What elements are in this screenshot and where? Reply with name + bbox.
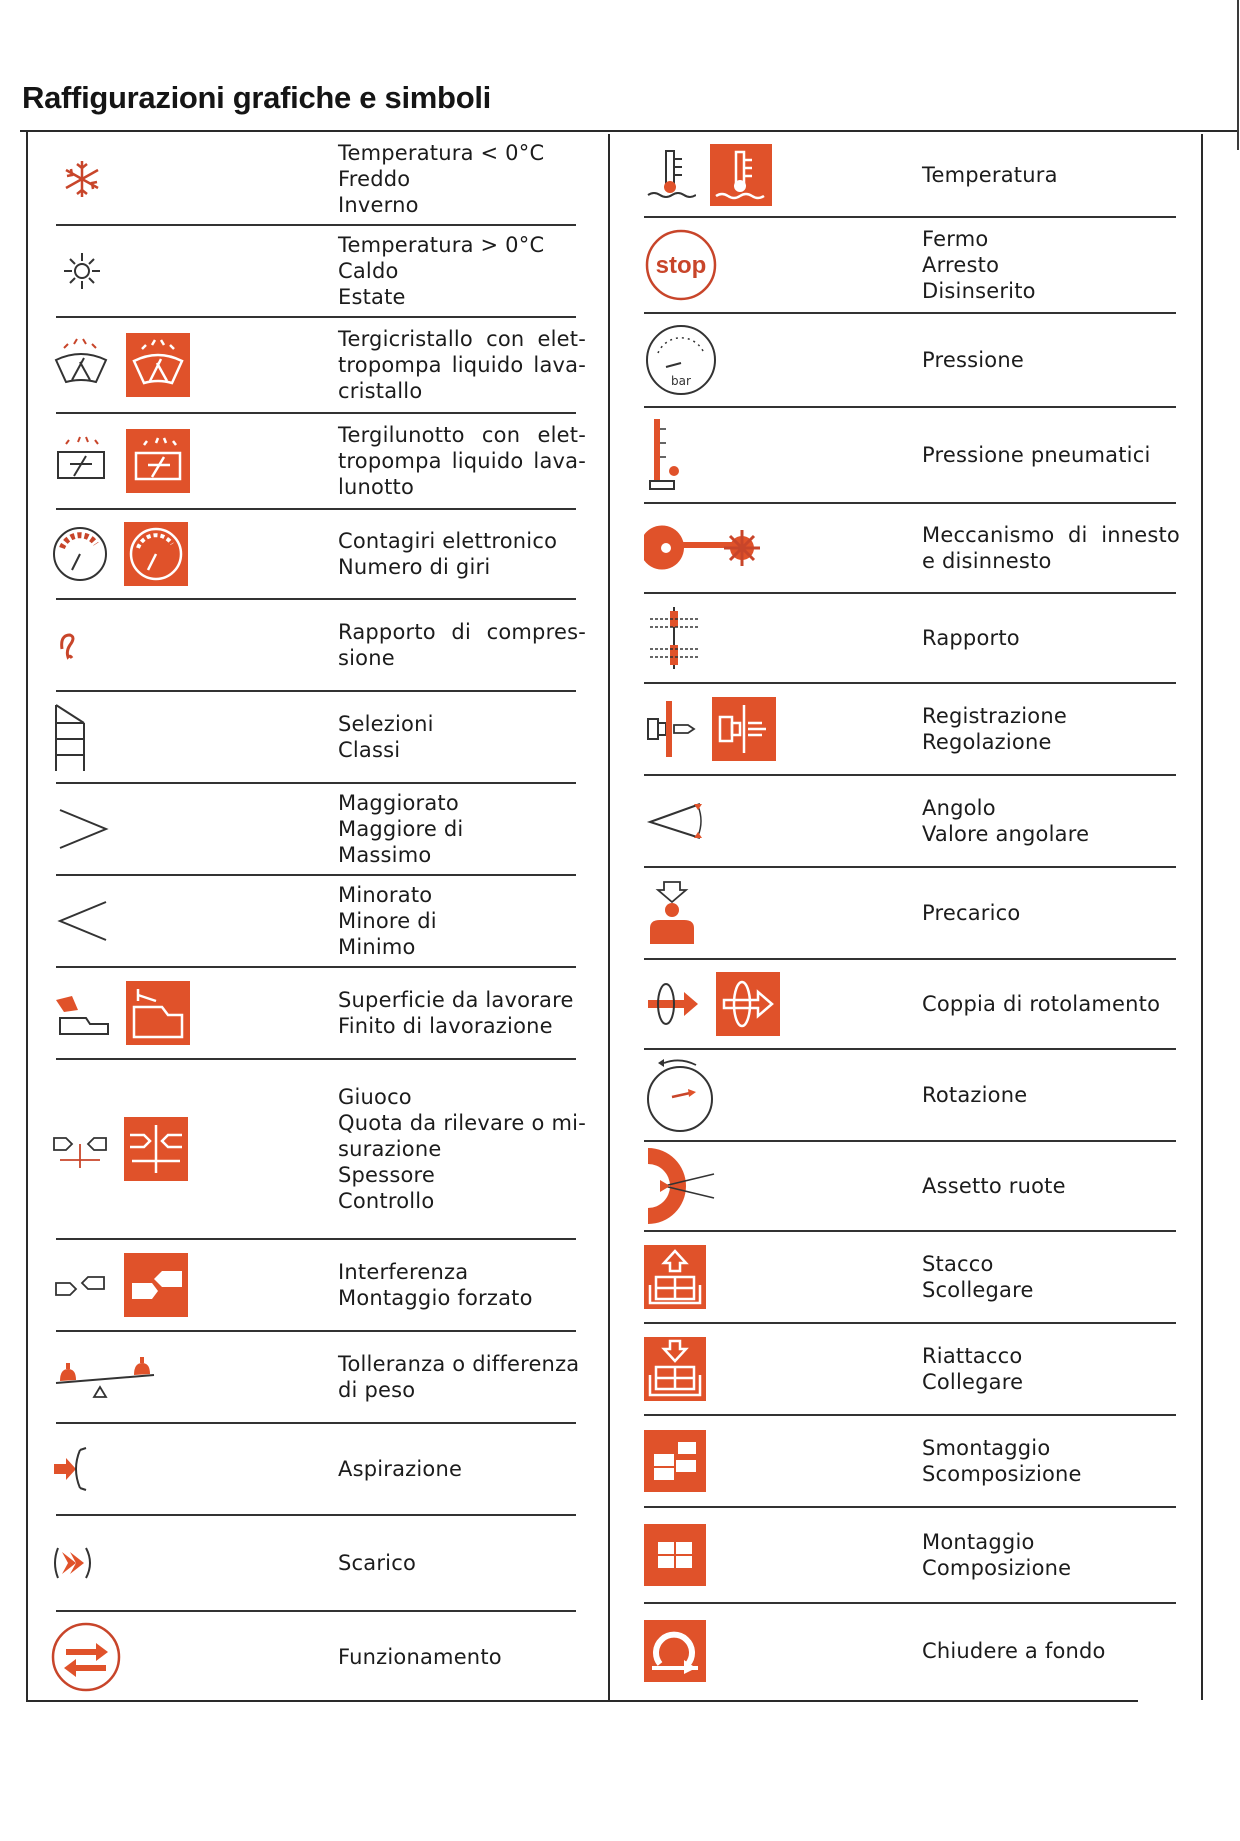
description-line: Rapporto bbox=[922, 626, 1020, 650]
windscreen-wiper-icon bbox=[50, 334, 112, 396]
description-line: Montaggio bbox=[922, 1530, 1035, 1554]
symbol-row bbox=[28, 692, 606, 784]
sun-icon bbox=[50, 241, 114, 301]
adjustment-icon bbox=[644, 697, 698, 761]
description-line: di peso bbox=[338, 1378, 416, 1402]
symbol-row bbox=[610, 1324, 1200, 1416]
description-line: Caldo bbox=[338, 259, 399, 283]
intake-icon bbox=[50, 1444, 94, 1494]
description-line: Giuoco bbox=[338, 1085, 412, 1109]
description-line: Temperatura < 0°C bbox=[338, 141, 545, 165]
symbol-description bbox=[338, 1240, 586, 1330]
symbol-row bbox=[28, 600, 606, 692]
windscreen-wiper-filled-icon bbox=[126, 333, 190, 397]
description-line: e disinnesto bbox=[922, 549, 1052, 573]
symbol-description bbox=[338, 510, 586, 598]
symbol-description bbox=[338, 226, 586, 316]
description-line: Finito di lavorazione bbox=[338, 1014, 553, 1038]
description-line: Scomposizione bbox=[922, 1462, 1082, 1486]
symbol-description bbox=[922, 218, 1180, 312]
adjustment-filled-icon bbox=[712, 697, 776, 761]
ladder-icon bbox=[50, 701, 90, 773]
description-line: Stacco bbox=[922, 1252, 994, 1276]
measure-gap-icon bbox=[50, 1124, 110, 1174]
description-line: Numero di giri bbox=[338, 555, 491, 579]
description-line: Classi bbox=[338, 738, 401, 762]
description-line: tropompa liquido lava- bbox=[338, 353, 586, 377]
description-line: Tolleranza o differenza bbox=[338, 1352, 580, 1376]
description-line: surazione bbox=[338, 1137, 442, 1161]
symbol-description bbox=[922, 134, 1180, 216]
description-line: Minorato bbox=[338, 883, 433, 907]
description-line: Controllo bbox=[338, 1189, 435, 1213]
symbol-description bbox=[922, 408, 1180, 502]
symbol-row bbox=[610, 1232, 1200, 1324]
symbol-description bbox=[338, 692, 586, 782]
symbol-description bbox=[338, 1060, 586, 1238]
symbol-row bbox=[28, 1240, 606, 1332]
description-line: Assetto ruote bbox=[922, 1174, 1066, 1198]
symbol-description bbox=[922, 1142, 1180, 1230]
attach-icon bbox=[644, 1337, 706, 1401]
description-line: tropompa liquido lava- bbox=[338, 449, 586, 473]
symbol-description bbox=[338, 1424, 586, 1514]
symbol-row bbox=[28, 784, 606, 876]
operation-arrows-icon bbox=[50, 1621, 122, 1693]
wheel-alignment-icon bbox=[644, 1144, 718, 1228]
description-line: Montaggio forzato bbox=[338, 1286, 533, 1310]
tachometer-filled-icon bbox=[124, 522, 188, 586]
description-line: Tergicristallo con elet- bbox=[338, 327, 586, 351]
description-line: Rotazione bbox=[922, 1083, 1028, 1107]
description-line: Massimo bbox=[338, 843, 432, 867]
clutch-mechanism-icon bbox=[644, 518, 768, 578]
preload-icon bbox=[644, 878, 700, 948]
description-line: Funzionamento bbox=[338, 1645, 502, 1669]
description-line: Temperatura > 0°C bbox=[338, 233, 545, 257]
compression-ratio-icon bbox=[50, 625, 90, 665]
symbol-description bbox=[922, 1050, 1180, 1140]
symbol-description bbox=[922, 1604, 1180, 1698]
rolling-torque-icon bbox=[644, 976, 702, 1032]
description-line: Maggiorato bbox=[338, 791, 459, 815]
stop-icon-label: stop bbox=[655, 252, 707, 279]
machining-surface-icon bbox=[50, 988, 112, 1038]
symbol-row bbox=[28, 968, 606, 1060]
symbol-row bbox=[610, 1142, 1200, 1232]
description-line: Meccanismo di innesto bbox=[922, 523, 1180, 547]
description-line: Valore angolare bbox=[922, 822, 1090, 846]
description-line: Smontaggio bbox=[922, 1436, 1051, 1460]
detach-icon bbox=[644, 1245, 706, 1309]
machining-surface-filled-icon bbox=[126, 981, 190, 1045]
symbol-row bbox=[28, 1612, 606, 1704]
thermometer-icon bbox=[644, 145, 696, 205]
description-line: sione bbox=[338, 646, 395, 670]
thermometer-filled-icon bbox=[710, 144, 772, 206]
symbol-row bbox=[610, 868, 1200, 960]
description-line: Scollegare bbox=[922, 1278, 1034, 1302]
symbol-row bbox=[610, 1050, 1200, 1142]
symbol-description bbox=[338, 784, 586, 874]
symbol-description bbox=[922, 594, 1180, 682]
symbol-row bbox=[28, 134, 606, 226]
description-line: Registrazione bbox=[922, 704, 1067, 728]
symbol-description bbox=[338, 414, 586, 508]
rear-wiper-filled-icon bbox=[126, 429, 190, 493]
symbol-row bbox=[610, 1416, 1200, 1508]
interference-filled-icon bbox=[124, 1253, 188, 1317]
symbol-description bbox=[922, 684, 1180, 774]
symbol-description bbox=[922, 960, 1180, 1048]
description-line: Interferenza bbox=[338, 1260, 469, 1284]
symbol-row bbox=[28, 318, 606, 414]
symbol-row bbox=[610, 1508, 1200, 1604]
rotation-icon bbox=[644, 1055, 716, 1135]
symbol-description bbox=[338, 876, 586, 966]
exhaust-icon bbox=[50, 1538, 98, 1588]
symbol-row bbox=[28, 1424, 606, 1516]
description-line: Collegare bbox=[922, 1370, 1024, 1394]
symbol-description bbox=[922, 504, 1180, 592]
description-line: Tergilunotto con elet- bbox=[338, 423, 586, 447]
assembly-icon bbox=[644, 1524, 706, 1586]
description-line: Riattacco bbox=[922, 1344, 1023, 1368]
measure-gap-filled-icon bbox=[124, 1117, 188, 1181]
gear-ratio-icon bbox=[644, 603, 704, 673]
description-line: Quota da rilevare o mi- bbox=[338, 1111, 586, 1135]
less-than-icon bbox=[50, 896, 114, 946]
symbol-row bbox=[610, 684, 1200, 776]
top-rule bbox=[20, 130, 1238, 132]
symbol-description bbox=[922, 1324, 1180, 1414]
disassembly-icon bbox=[644, 1430, 706, 1492]
symbol-description bbox=[338, 968, 586, 1058]
description-line: Coppia di rotolamento bbox=[922, 992, 1161, 1016]
symbol-description bbox=[922, 1508, 1180, 1602]
gauge-unit-label: bar bbox=[671, 374, 691, 388]
symbol-row bbox=[610, 504, 1200, 594]
description-line: cristallo bbox=[338, 379, 423, 403]
description-line: Regolazione bbox=[922, 730, 1052, 754]
symbol-row bbox=[610, 594, 1200, 684]
description-line: Aspirazione bbox=[338, 1457, 463, 1481]
description-line: Freddo bbox=[338, 167, 411, 191]
symbol-row bbox=[610, 776, 1200, 868]
symbol-row bbox=[610, 1604, 1200, 1700]
description-line: Disinserito bbox=[922, 279, 1036, 303]
pressure-gauge-icon bbox=[644, 323, 718, 397]
description-line: Scarico bbox=[338, 1551, 417, 1575]
description-line: Composizione bbox=[922, 1556, 1072, 1580]
symbol-row bbox=[28, 510, 606, 600]
symbol-description bbox=[338, 1516, 586, 1610]
symbol-description bbox=[338, 1612, 586, 1702]
angle-icon bbox=[644, 796, 708, 846]
symbol-description bbox=[922, 868, 1180, 958]
greater-than-icon bbox=[50, 804, 114, 854]
symbol-row bbox=[28, 1060, 606, 1240]
description-line: Contagiri elettronico bbox=[338, 529, 558, 553]
description-line: Inverno bbox=[338, 193, 419, 217]
snowflake-icon bbox=[50, 149, 114, 209]
stop-icon bbox=[644, 228, 718, 302]
symbol-row bbox=[28, 1332, 606, 1424]
symbol-row bbox=[28, 226, 606, 318]
description-line: lunotto bbox=[338, 475, 415, 499]
description-line: Precarico bbox=[922, 901, 1021, 925]
symbol-description bbox=[338, 1332, 586, 1422]
description-line: Angolo bbox=[922, 796, 996, 820]
description-line: Minimo bbox=[338, 935, 416, 959]
symbol-description bbox=[922, 1416, 1180, 1506]
description-line: Rapporto di compres- bbox=[338, 620, 586, 644]
description-line: Minore di bbox=[338, 909, 437, 933]
tighten-fully-icon bbox=[644, 1620, 706, 1682]
symbol-description bbox=[338, 134, 586, 224]
description-line: Chiudere a fondo bbox=[922, 1639, 1106, 1663]
description-line: Pressione pneumatici bbox=[922, 443, 1151, 467]
symbol-description bbox=[922, 1232, 1180, 1322]
symbol-row bbox=[610, 134, 1200, 218]
description-line: Pressione bbox=[922, 348, 1024, 372]
table-frame-right bbox=[1201, 134, 1203, 1700]
tachometer-icon bbox=[50, 524, 110, 584]
description-line: Fermo bbox=[922, 227, 989, 251]
symbol-row bbox=[28, 1516, 606, 1612]
symbol-description bbox=[338, 318, 586, 412]
description-line: Spessore bbox=[338, 1163, 436, 1187]
description-line: Superficie da lavorare bbox=[338, 988, 574, 1012]
symbol-row bbox=[610, 408, 1200, 504]
description-line: Selezioni bbox=[338, 712, 434, 736]
symbol-description bbox=[338, 600, 586, 690]
page-title: Raffigurazioni grafiche e simboli bbox=[22, 80, 491, 115]
symbol-row bbox=[610, 960, 1200, 1050]
interference-icon bbox=[50, 1263, 110, 1307]
rolling-torque-filled-icon bbox=[716, 972, 780, 1036]
tyre-pressure-icon bbox=[644, 415, 684, 495]
description-line: Maggiore di bbox=[338, 817, 464, 841]
symbol-description bbox=[922, 776, 1180, 866]
symbol-description bbox=[922, 314, 1180, 406]
description-line: Estate bbox=[338, 285, 406, 309]
description-line: Arresto bbox=[922, 253, 1000, 277]
description-line: Temperatura bbox=[922, 163, 1058, 187]
symbol-row bbox=[610, 218, 1200, 314]
symbol-row bbox=[28, 414, 606, 510]
page-edge bbox=[1237, 0, 1239, 150]
symbol-row bbox=[610, 314, 1200, 408]
weight-balance-icon bbox=[50, 1353, 160, 1401]
rear-wiper-icon bbox=[50, 430, 112, 492]
symbol-row bbox=[28, 876, 606, 968]
